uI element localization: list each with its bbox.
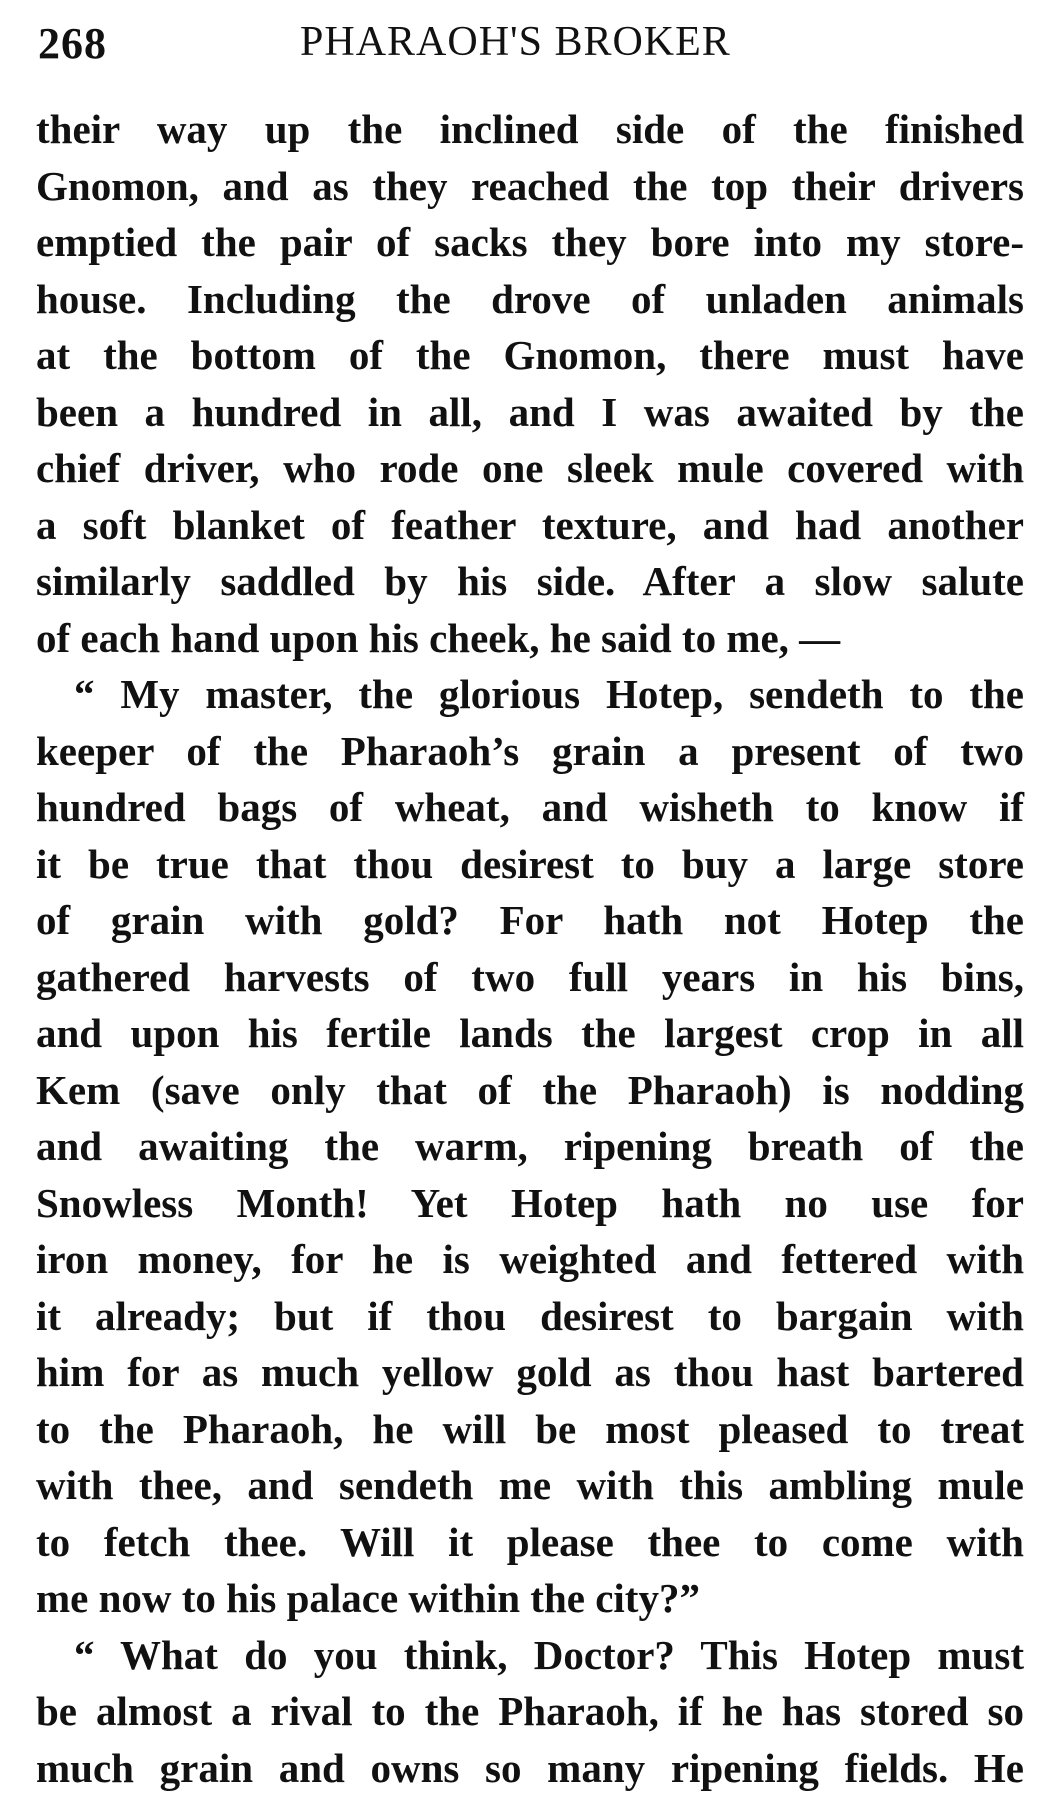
text-line: gathered harvests of two full years in his bins,	[36, 953, 1024, 1000]
text-line: of each hand upon his cheek, he said to me, —	[36, 614, 841, 661]
body-text	[36, 101, 1024, 1796]
text-line: house. Including the drove of unladen animals	[36, 275, 1024, 322]
page-number: 268	[38, 19, 107, 68]
text-line: it already; but if thou desirest to bargain with	[36, 1292, 1024, 1339]
text-line: been a hundred in all, and I was awaited by the	[36, 388, 1024, 435]
text-line: and awaiting the warm, ripening breath of the	[36, 1123, 1024, 1169]
text-line: keeper of the Pharaoh’s grain a present of two	[36, 727, 1024, 774]
text-line: it be true that thou desirest to buy a large store	[36, 840, 1024, 887]
text-line: similarly saddled by his side. After a slow salute	[36, 558, 1024, 604]
text-line: chief driver, who rode one sleek mule covered with	[36, 445, 1024, 491]
text-line: “ What do you think, Doctor? This Hotep must	[74, 1631, 1024, 1678]
text-line: Snowless Month! Yet Hotep hath no use for	[36, 1179, 1024, 1226]
paragraph	[36, 1627, 1024, 1797]
text-line: hundred bags of wheat, and wisheth to know if	[36, 784, 1024, 830]
running-head	[38, 18, 1028, 78]
text-line: “ My master, the glorious Hotep, sendeth to the	[74, 671, 1024, 717]
text-line: their way up the inclined side of the finished	[36, 106, 1024, 152]
text-line: him for as much yellow gold as thou hast bartered	[36, 1349, 1024, 1395]
text-line: to the Pharaoh, he will be most pleased to treat	[36, 1405, 1024, 1452]
text-line: Gnomon, and as they reached the top their drivers	[36, 162, 1024, 209]
paragraph	[36, 101, 1024, 666]
text-line: at the bottom of the Gnomon, there must have	[36, 332, 1024, 378]
text-line: to fetch thee. Will it please thee to come with	[36, 1518, 1024, 1565]
text-line: of grain with gold? For hath not Hotep the	[36, 897, 1024, 943]
text-line: much grain and owns so many ripening fields. He	[36, 1744, 1024, 1791]
text-line: be almost a rival to the Pharaoh, if he has stored so	[36, 1688, 1024, 1734]
text-line: iron money, for he is weighted and fettered with	[36, 1236, 1024, 1282]
text-line: a soft blanket of feather texture, and had another	[36, 501, 1024, 548]
text-line: Kem (save only that of the Pharaoh) is nodding	[36, 1066, 1024, 1113]
text-line: me now to his palace within the city?”	[36, 1575, 700, 1621]
running-title: PHARAOH'S BROKER	[300, 19, 731, 65]
text-line: and upon his fertile lands the largest crop in all	[36, 1010, 1024, 1056]
text-line: with thee, and sendeth me with this ambling mule	[36, 1462, 1024, 1508]
text-line: emptied the pair of sacks they bore into my store-	[36, 219, 1024, 265]
paragraph	[36, 666, 1024, 1627]
